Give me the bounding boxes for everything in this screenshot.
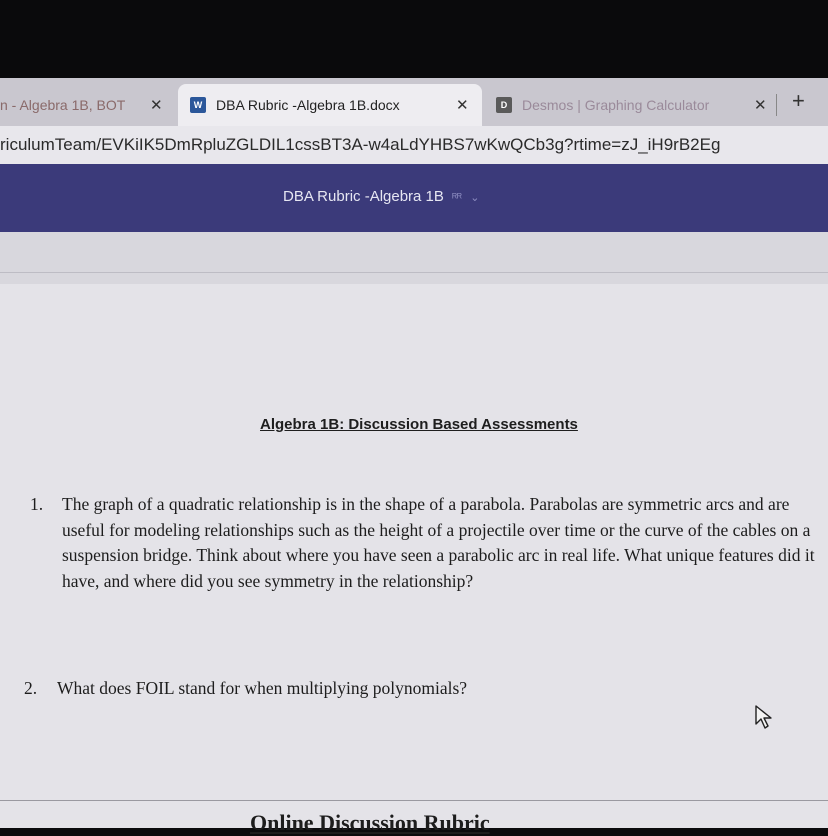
- question-text: The graph of a quadratic relationship is in the shape of a parabola. Parabolas are symmetric arcs and are useful for modeling relationships such as the height of a projectile over time or the curve of the cables on a suspension bridge. Think about where you have seen a parabolic arc in real life. What unique features did it have, and where did you see symmetry in the relationship?: [62, 494, 815, 591]
- close-icon[interactable]: ✕: [456, 97, 469, 114]
- ribbon-divider: [0, 272, 828, 273]
- rubric-heading: Online Discussion Rubric: [250, 810, 490, 835]
- browser-tab-bar: [0, 78, 828, 126]
- screen-bezel: [0, 0, 828, 78]
- word-icon: W: [190, 97, 206, 113]
- word-title-bar: [0, 164, 828, 232]
- chevron-down-icon[interactable]: ⌄: [470, 192, 480, 204]
- desmos-icon: D: [496, 97, 512, 113]
- question-number: 2.: [24, 678, 38, 698]
- url-text[interactable]: riculumTeam/EVKiIK5DmRpluZGLDIL1cssBT3A-w4aLdYHBS7wKwQCb3g?rtime=zJ_iH9rB2Eg: [0, 135, 721, 154]
- tab-label: DBA Rubric -Algebra 1B.docx: [216, 97, 400, 113]
- document-title-text: DBA Rubric -Algebra 1B: [283, 188, 444, 205]
- new-tab-button[interactable]: +: [792, 88, 805, 113]
- tab-dba-rubric[interactable]: [178, 84, 482, 126]
- title-suffix-icon: ᴿᴿ: [452, 192, 463, 204]
- mouse-cursor-icon: [754, 704, 774, 730]
- tab-desmos[interactable]: [496, 84, 776, 126]
- document-heading: Algebra 1B: Discussion Based Assessments: [260, 416, 578, 433]
- tab-label: n - Algebra 1B, BOT: [0, 97, 126, 113]
- close-icon[interactable]: ✕: [754, 97, 767, 114]
- document-title[interactable]: [283, 188, 479, 205]
- ribbon-area: [0, 232, 828, 284]
- address-bar[interactable]: [0, 126, 828, 165]
- question-text: What does FOIL stand for when multiplying polynomials?: [57, 678, 468, 698]
- close-icon[interactable]: ✕: [150, 97, 163, 114]
- section-divider: [0, 800, 828, 801]
- tab-separator: [776, 94, 777, 116]
- tab-label: Desmos | Graphing Calculator: [522, 97, 710, 113]
- tab-algebra-bot[interactable]: [0, 84, 176, 126]
- question-number: 1.: [30, 494, 44, 514]
